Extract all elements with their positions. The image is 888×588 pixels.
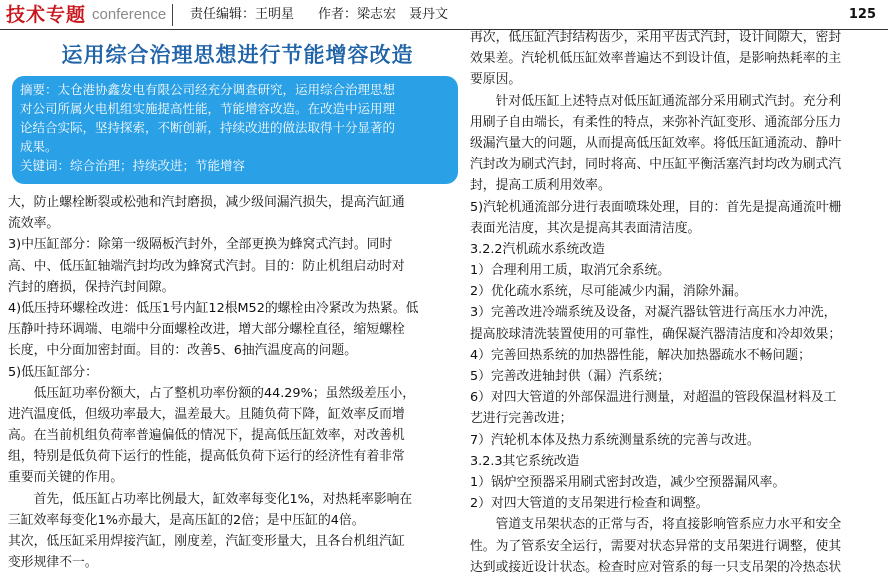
text-line: 封，提高工质利用效率。	[470, 178, 611, 194]
left-column-text	[8, 192, 470, 573]
abstract-line: 摘要：太仓港协鑫发电有限公司经充分调查研究，运用综合治理思想	[20, 82, 396, 97]
text-line: 提高胶球清洗装置使用的可靠性，确保凝汽器清洁度和冷却效果；	[470, 326, 842, 342]
text-line: 长度，中分面加密封面。目的：改善5、6抽汽温度高的问题。	[8, 343, 358, 359]
text-line: 7）汽轮机本体及热力系统测量系统的完善与改进。	[470, 432, 760, 448]
text-line: 要原因。	[470, 72, 522, 88]
text-line: 级漏汽量大的问题，从而提高低压缸效率。将低压缸通流动、静叶	[470, 135, 842, 151]
text-line: 2）优化疏水系统，尽可能减少内漏，消除外漏。	[470, 284, 747, 300]
section-brand: 技术专题	[6, 4, 87, 26]
text-line: 针对低压缸上述特点对低压缸通流部分采用刷式汽封。充分利	[470, 93, 842, 109]
text-line: 3）完善改进冷端系统及设备，对凝汽器钛管进行高压水力冲洗，	[470, 305, 837, 321]
text-line: 压静叶持环调端、电端中分面螺栓改进，增大部分螺栓直径，缩短螺栓	[8, 322, 405, 338]
text-line: 重要而关键的作用。	[8, 470, 124, 486]
keywords-line: 关键词：综合治理；持续改进；节能增容	[20, 158, 246, 173]
header-divider	[172, 4, 173, 26]
text-line: 变形规律不一。	[8, 555, 98, 571]
text-line: 管道支吊架状态的正常与否，将直接影响管系应力水平和安全	[470, 517, 842, 533]
text-line: 低压缸功率份额大，占了整机功率份额的44.29%；虽然级差压小，	[8, 385, 416, 401]
abstract-box	[12, 76, 458, 184]
section-heading: 3.2.2汽机疏水系统改造	[470, 241, 605, 257]
right-column-text	[470, 27, 880, 578]
editor-credit: 责任编辑：王明星	[190, 7, 295, 22]
text-line: 三缸效率每变化1%亦最大，是高压缸的2倍；是中压缸的4倍。	[8, 512, 365, 528]
text-line: 性。为了管系安全运行，需要对状态异常的支吊架进行调整，使其	[470, 538, 842, 554]
text-line: 5)汽轮机通流部分进行表面喷珠处理，目的：首先是提高通流叶栅	[470, 199, 842, 215]
text-line: 艺进行完善改进；	[470, 411, 573, 427]
text-line: 进汽温度低，但级功率最大，温差最大。且随负荷下降，缸效率反而增	[8, 406, 405, 422]
text-line: 首先，低压缸占功率比例最大，缸效率每变化1%，对热耗率影响在	[8, 491, 413, 507]
abstract-line: 对公司所属火电机组实施提高性能，节能增容改造。在改造中运用理	[20, 101, 396, 116]
text-line: 汽封改为刷式汽封，同时将高、中压缸平衡活塞汽封均改为刷式汽	[470, 157, 842, 173]
text-line: 汽封的磨损，保持汽封间隙。	[8, 279, 175, 295]
text-line: 效果差。汽轮机低压缸效率普遍达不到设计值，是影响热耗率的主	[470, 51, 842, 67]
text-line: 再次，低压缸汽封结构齿少，采用平齿式汽封，设计间隙大，密封	[470, 30, 842, 45]
text-line: 1）锅炉空预器采用刷式密封改造，减少空预器漏风率。	[470, 474, 786, 490]
section-heading: 3.2.3其它系统改造	[470, 453, 580, 469]
text-line: 高。在当前机组负荷率普遍偏低的情况下，提高低压缸效率，对改善机	[8, 428, 405, 444]
text-line: 5)低压缸部分：	[8, 364, 98, 380]
text-line: 用刷子自由端长，有柔性的特点，来弥补汽缸变形、通流部分压力	[470, 114, 842, 130]
abstract-line: 论结合实际，坚持探索，不断创新，持续改进的做法取得十分显著的	[20, 120, 396, 135]
text-line: 3)中压缸部分：除第一级隔板汽封外，全部更换为蜂窝式汽封。同时	[8, 237, 393, 253]
page-number: 125	[848, 7, 876, 22]
text-line: 高、中、低压缸轴端汽封均改为蜂窝式汽封。目的：防止机组启动时对	[8, 258, 405, 274]
text-line: 大，防止螺栓断裂或松弛和汽封磨损，减少级间漏汽损失，提高汽缸通	[8, 195, 405, 210]
article-title: 运用综合治理思想进行节能增容改造	[61, 43, 414, 67]
text-line: 组，特别是低负荷下运行的性能，提高低负荷下运行的经济性有着非常	[8, 449, 405, 465]
text-line: 其次，低压缸采用焊接汽缸，刚度差，汽缸变形量大，且各台机组汽缸	[8, 534, 405, 549]
text-line: 4）完善回热系统的加热器性能，解决加热器疏水不畅问题；	[470, 347, 811, 363]
abstract-line: 成果。	[20, 139, 58, 154]
text-line: 达到或接近设计状态。检查时应对管系的每一只支吊架的冷热态状	[470, 559, 842, 575]
text-line: 5）完善改进轴封供（漏）汽系统；	[470, 369, 671, 384]
text-line: 6）对四大管道的外部保温进行测量，对超温的管段保温材料及工	[470, 390, 837, 406]
page-header	[0, 0, 888, 30]
text-line: 流效率。	[8, 216, 60, 232]
text-line: 4)低压持环螺栓改进：低压1号内缸12根M52的螺栓由冷紧改为热紧。低	[8, 300, 419, 316]
text-line: 1）合理利用工质，取消冗余系统。	[470, 263, 671, 279]
section-subtitle: conference	[92, 6, 167, 23]
text-line: 2）对四大管道的支吊架进行检查和调整。	[470, 496, 709, 512]
author-credit: 作者：梁志宏 聂丹文	[318, 7, 449, 22]
text-line: 表面光洁度，其次是提高其表面清洁度。	[470, 220, 701, 236]
